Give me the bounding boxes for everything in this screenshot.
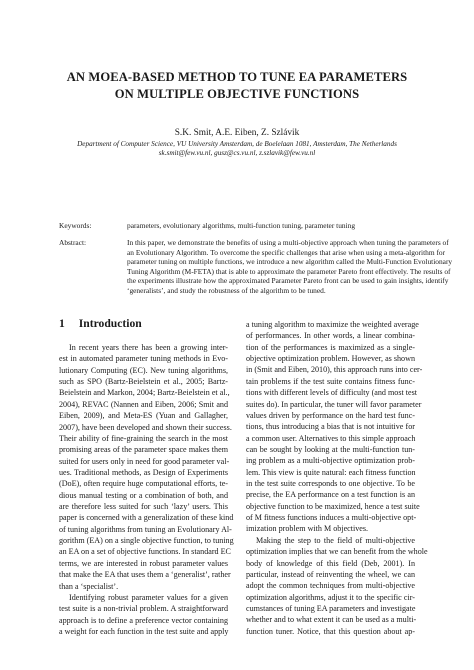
abstract-line: an Evolutionary Algorithm. To overcome the specific challenges that arise when using a meta-algorithm for: [127, 247, 446, 257]
text-line: optimization implies that we can benefit from the whole: [246, 547, 428, 557]
text-line: tions with different levels of difficulty (and most test: [246, 388, 417, 398]
abstract-line: ‘generalists’, and study the robustness of the algorithm to be tuned.: [127, 285, 326, 295]
text-line: approach is to define a preference vector containing: [59, 615, 228, 625]
text-line: a weight for each function in the test suite and apply: [59, 626, 229, 636]
author-emails: sk.smit@few.vu.nl, gusz@cs.vu.nl, z.szlavik@few.vu.nl: [158, 149, 316, 157]
text-line: objective function to be maximized, hence a test suite: [246, 501, 420, 511]
text-line: a tuning algorithm to maximize the weighted average: [246, 320, 419, 329]
title-line-2: ON MULTIPLE OBJECTIVE FUNCTIONS: [114, 87, 360, 101]
text-line: of tuning algorithms from tuning an Evolutionary Al-: [59, 524, 232, 534]
abstract-line: Tuning Algorithm (M-FETA) that is able to approximate the parameter Pareto front effectively. The results of: [127, 266, 451, 276]
text-line: suites do). In particular, the tuner will favor parameter: [246, 399, 422, 409]
text-line: dious manual testing or a combination of both, and: [59, 490, 228, 500]
text-line: Beielstein and Markon, 2004; Bartz-Beielstein et al.,: [59, 388, 230, 398]
text-line: 2004), REVAC (Nannen and Eiben, 2006; Smit and: [59, 399, 228, 409]
text-line: values driven by performance on the hard test func-: [246, 410, 415, 420]
authors: S.K. Smit, A.E. Eiben, Z. Szlávik: [174, 128, 300, 138]
text-line: that make the EA that uses them a ‘generalist’, rather: [59, 570, 231, 580]
text-line: of performances. In other words, a linear combina-: [246, 331, 415, 341]
text-line: 2007), have been developed and shown their success.: [59, 422, 232, 432]
text-line: an EA on a set of objective functions. In standard EC: [59, 547, 231, 557]
text-line: promising areas of the parameter space makes them: [59, 445, 228, 455]
text-line: Making the step to the field of multi-objective: [256, 535, 415, 545]
text-line: adopt the common techniques from multi-objective: [246, 581, 415, 591]
text-line: tion of the performances is maximized as a single-: [246, 342, 415, 352]
title-line-1: AN MOEA-BASED METHOD TO TUNE EA PARAMETERS: [66, 70, 408, 84]
text-line: In recent years there has been a growing inter-: [69, 343, 228, 352]
affiliation: Department of Computer Science, VU University Amsterdam, de Boelelaan 1081, Amsterdam, The Netherlands: [77, 140, 397, 148]
text-line: Identifying robust parameter values for a given: [69, 592, 228, 602]
text-line: can be sought by looking at the multi-function tun-: [246, 444, 415, 454]
text-line: in the test suite corresponds to one objective. To be: [246, 479, 415, 489]
text-line: a common user. Alternatives to this simple approach: [246, 433, 416, 443]
text-line: tions, thus introducing a bias that is not intuitive for: [246, 422, 415, 432]
text-line: Their ability of fine-graining the search in the most: [59, 433, 228, 443]
text-line: objective optimization problem. However, as shown: [246, 354, 415, 364]
abstract-label: Abstract:: [59, 238, 87, 247]
text-line: than a ‘specialist’.: [59, 581, 119, 591]
text-line: est in automated parameter tuning methods in Evo-: [59, 354, 228, 364]
abstract-line: In this paper, we demonstrate the benefits of using a multi-objective approach when tuning the parameters of: [127, 238, 449, 247]
text-line: lutionary Computing (EC). New tuning algorithms,: [59, 365, 228, 375]
text-line: in (Smit and Eiben, 2010), this approach runs into cer-: [246, 365, 423, 375]
section-title: Introduction: [78, 317, 142, 330]
keywords-text: parameters, evolutionary algorithms, multi-function tuning, parameter tuning: [127, 221, 356, 230]
section-heading: [59, 317, 142, 331]
text-line: tain problems if the test suite contains fitness func-: [246, 376, 415, 386]
abstract-line: parameter tuning on multiple functions, we introduce a new algorithm called the Multi-Function Evolutionary: [127, 257, 453, 266]
text-line: ues. Traditional methods, as Design of Experiments: [59, 467, 228, 477]
text-line: precise, the EA performance on a test function is an: [246, 490, 415, 500]
text-line: lem. This view is quite natural: each fitness function: [246, 467, 416, 477]
text-line: of M fitness functions induces a multi-objective opt-: [246, 513, 417, 523]
section-number: 1: [59, 317, 65, 330]
text-line: suited for users only in need for good parameter val-: [59, 456, 230, 466]
text-line: Eiben, 2009), and Meta-ES (Yuan and Gallagher,: [59, 411, 228, 421]
text-line: ing problem as a multi-objective optimization prob-: [246, 456, 415, 466]
text-line: paper is concerned with a generalization of these kind: [59, 513, 234, 523]
text-line: optimization algorithms, adjust it to the specific cir-: [246, 592, 415, 602]
text-line: (DoE), often require huge computational efforts, te-: [59, 479, 228, 489]
text-line: test suite is a non-trivial problem. A straightforward: [59, 604, 228, 614]
keywords-label: Keywords:: [59, 221, 92, 230]
text-line: terms, we are interested in robust parameter values: [59, 558, 228, 568]
left-column: [59, 342, 234, 637]
abstract-body: [127, 238, 453, 295]
text-line: function tuner. Notice, that this question about ap-: [246, 626, 415, 636]
text-line: cumstances of tuning EA parameters and investigate: [246, 603, 416, 613]
text-line: gorithm (EA) on a single objective function, to tuning: [59, 536, 234, 546]
text-line: body of knowledge of this field (Deb, 2001). In: [246, 558, 415, 568]
text-line: imization problem with M objectives.: [246, 524, 369, 534]
text-line: such as SPO (Bartz-Beielstein et al., 2005; Bartz-: [59, 377, 228, 387]
right-column: [246, 319, 428, 637]
text-line: whether and to what extent it can be used as a multi-: [246, 615, 417, 625]
abstract-line: the experiments illustrate how the approximated Parameter Pareto front can be used to gain insights, identify: [127, 276, 449, 285]
text-line: are therefore less suited for such ‘lazy’ users. This: [59, 502, 228, 512]
text-line: particular, instead of reinventing the wheel, we can: [246, 569, 415, 579]
paper-title: [0, 69, 474, 103]
